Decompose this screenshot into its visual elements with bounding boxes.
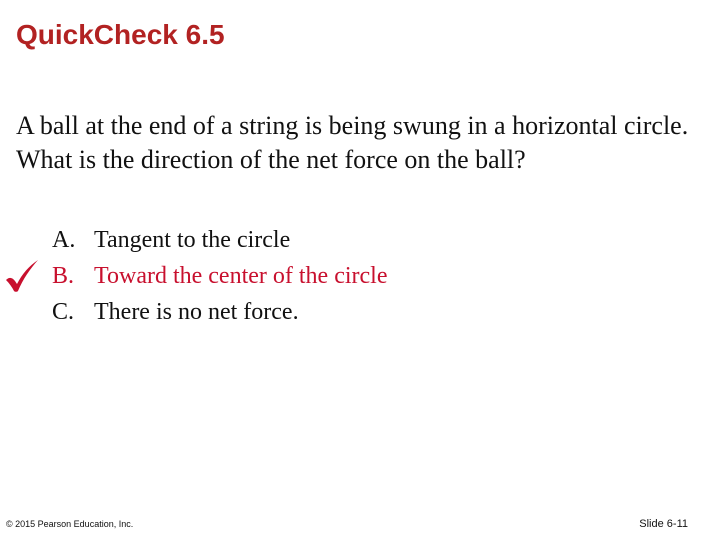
checkmark-icon [4, 259, 40, 293]
answer-option-a[interactable] [0, 222, 720, 258]
answer-option-b[interactable] [0, 258, 720, 294]
answer-letter: C. [52, 299, 75, 325]
answer-letter: A. [52, 227, 76, 253]
slide-number: Slide 6-11 [639, 518, 688, 530]
answer-text: There is no net force. [94, 299, 299, 325]
question-text: A ball at the end of a string is being swung in a horizontal circle. What is the direction of the net force on the ball? [16, 111, 689, 174]
copyright-notice: © 2015 Pearson Education, Inc. [6, 519, 134, 529]
answer-option-c[interactable] [0, 294, 720, 330]
answer-text: Toward the center of the circle [94, 263, 388, 289]
answer-list [0, 222, 720, 330]
answer-text: Tangent to the circle [94, 227, 291, 253]
slide-title: QuickCheck 6.5 [16, 19, 225, 50]
answer-letter: B. [52, 263, 75, 289]
